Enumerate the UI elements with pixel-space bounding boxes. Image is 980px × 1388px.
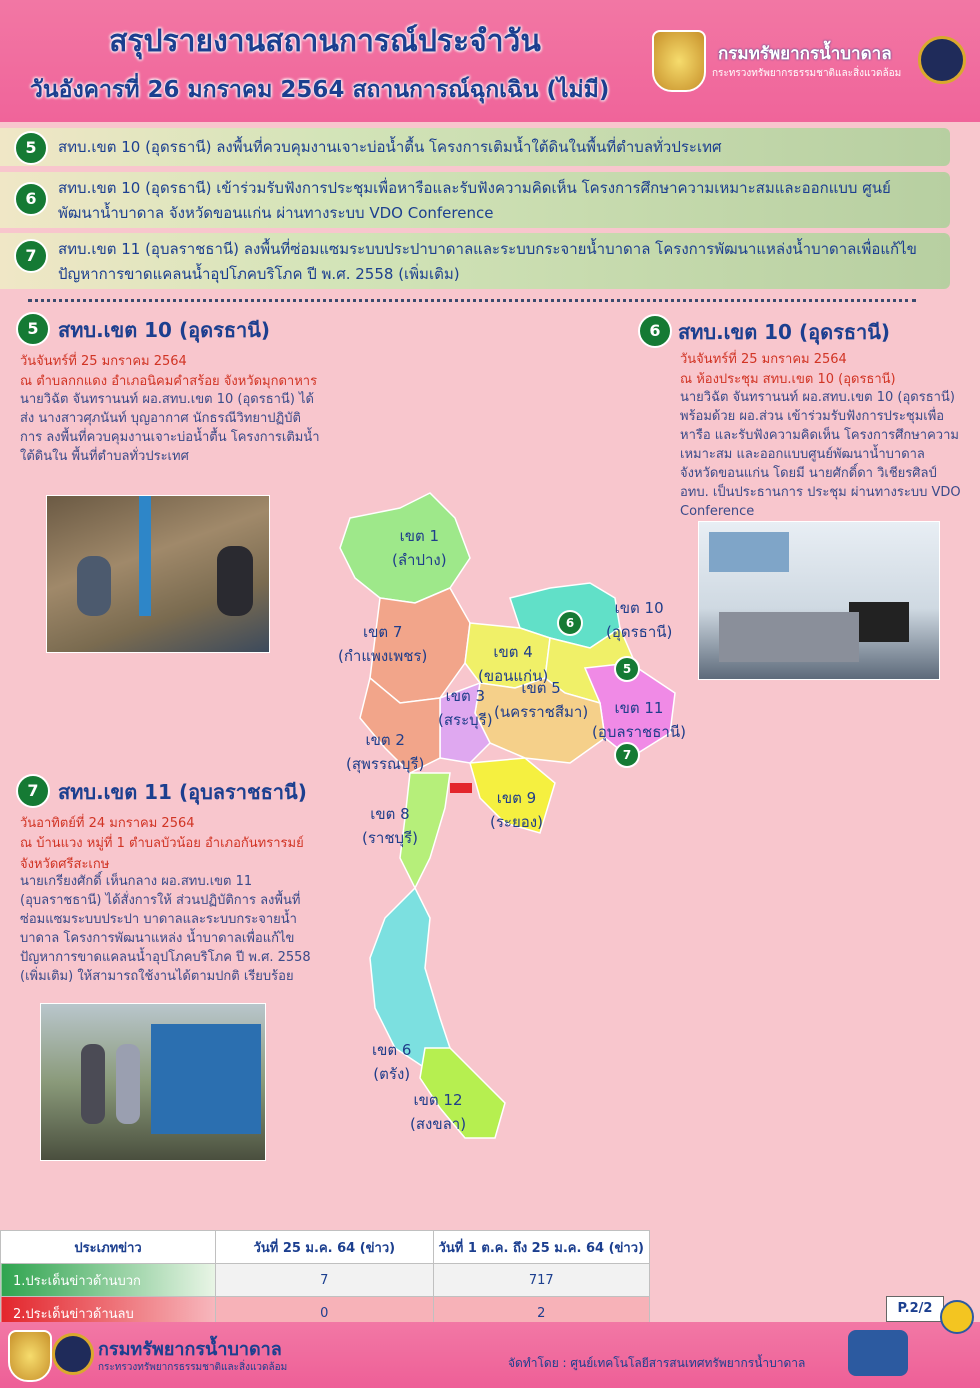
dotted-divider — [28, 299, 916, 302]
section-date: วันจันทร์ที่ 25 มกราคม 2564 — [20, 354, 187, 369]
map-label-region-1: เขต 1 (ลำปาง) — [392, 527, 447, 569]
report-title: สรุปรายงานสถานการณ์ประจำวัน — [109, 24, 541, 59]
map-label-region-8: เขต 8 (ราชบุรี) — [362, 805, 418, 847]
ministry-seal-logo — [8, 1330, 52, 1382]
summary-text: สทบ.เขต 11 (อุบลราชธานี) ลงพื้นที่ซ่อมแซมระบบประปาบาดาลและระบบกระจายน้ำบาดาล โครงการพัฒนาแหล่งน้ำบาดาลเพื่อแก้ไข ปัญหาการขาดแคลนน้ำอุปโภคบริโภค ปี พ.ศ. 2558 (เพิ่มเติม) — [58, 240, 917, 283]
department-emblem-logo — [918, 36, 966, 84]
section-place: ณ ตำบลกกแดง อำเภอนิคมคำสร้อย จังหวัดมุกดาหาร — [20, 374, 318, 389]
summary-text: สทบ.เขต 10 (อุดรธานี) ลงพื้นที่ควบคุมงานเจาะบ่อน้ำตื้น โครงการเติมน้ำใต้ดินในพื้นที่ตำบลทั่วประเทศ — [58, 138, 722, 156]
map-marker-5: 5 — [614, 656, 640, 682]
meeting-photo-vdo-conference — [698, 521, 940, 680]
map-label-region-10: เขต 10 (อุดรธานี) — [606, 599, 673, 641]
footer-org-name: กรมทรัพยากรน้ำบาดาล — [98, 1339, 282, 1360]
drill-truck-icon — [848, 1330, 908, 1376]
org-name: กรมทรัพยากรน้ำบาดาล — [718, 44, 892, 64]
section-title: สทบ.เขต 10 (อุดรธานี) — [58, 318, 271, 342]
summary-number-badge: 6 — [14, 182, 48, 216]
table-cell: 717 — [433, 1264, 649, 1297]
section-body: นายวิฉัต จันทรานนท์ ผอ.สทบ.เขต 10 (อุดรธานี) พร้อมด้วย ผอ.ส่วน เข้าร่วมรับฟังการประชุมเพื่อหารือ และรับฟังความคิดเห็น โครงการศึกษาความเหมาะสม และออกแบบศูนย์พัฒนาน้ำบาดาล จังหวัดขอนแก่น โดยมี นายศักดิ์ดา วิเชียรศิลป์ อทบ. เป็นประธานการ ประชุม ผ่านทางระบบ VDO Conference — [680, 390, 961, 519]
map-marker-7: 7 — [614, 742, 640, 768]
map-label-region-5: เขต 5 (นครราชสีมา) — [494, 679, 589, 721]
field-photo-well-drilling — [46, 495, 270, 653]
table-header: วันที่ 25 ม.ค. 64 (ข่าว) — [216, 1231, 433, 1264]
section-date: วันอาทิตย์ที่ 24 มกราคม 2564 — [20, 816, 195, 831]
ministry-seal-logo — [652, 30, 706, 92]
summary-number-badge: 7 — [14, 239, 48, 273]
map-marker-6: 6 — [557, 610, 583, 636]
section-number-badge: 6 — [638, 314, 672, 348]
bangkok-marker — [450, 783, 472, 793]
section-number-badge: 7 — [16, 774, 50, 808]
section-title: สทบ.เขต 11 (อุบลราชธานี) — [58, 780, 307, 804]
table-row — [1, 1264, 650, 1297]
field-photo-water-system-repair — [40, 1003, 266, 1161]
map-label-region-3: เขต 3 (สระบุรี) — [438, 687, 493, 729]
map-label-region-7: เขต 7 (กำแพงเพชร) — [338, 623, 428, 665]
section-title: สทบ.เขต 10 (อุดรธานี) — [678, 320, 891, 344]
summary-text: สทบ.เขต 10 (อุดรธานี) เข้าร่วมรับฟังการประชุมเพื่อหารือและรับฟังความคิดเห็น โครงการศึกษาความเหมาะสมและออกแบบ ศูนย์พัฒนาน้ำบาดาล จังหวัดขอนแก่น ผ่านทางระบบ VDO Conference — [58, 179, 891, 222]
footer-org-ministry: กระทรวงทรัพยากรธรรมชาติและสิ่งแวดล้อม — [98, 1362, 288, 1373]
map-label-region-4: เขต 4 (ขอนแก่น) — [478, 643, 549, 685]
table-cell: 2 — [433, 1297, 649, 1330]
section-number-badge: 5 — [16, 312, 50, 346]
table-cell: 1.ประเด็นข่าวด้านบวก — [1, 1264, 216, 1297]
table-header-row — [1, 1231, 650, 1264]
map-label-region-12: เขต 12 (สงขลา) — [410, 1091, 467, 1133]
table-cell: 7 — [216, 1264, 433, 1297]
map-label-region-6: เขต 6 (ตรัง) — [372, 1041, 412, 1083]
table-header: วันที่ 1 ต.ค. ถึง 25 ม.ค. 64 (ข่าว) — [433, 1231, 649, 1264]
table-cell: 2.ประเด็นข่าวด้านลบ — [1, 1297, 216, 1330]
org-ministry: กระทรวงทรัพยากรธรรมชาติและสิ่งแวดล้อม — [712, 68, 902, 79]
section-body: นายเกรียงศักดิ์ เห็นกลาง ผอ.สทบ.เขต 11 (อุบลราชธานี) ได้สั่งการให้ ส่วนปฏิบัติการ ลงพื้นที่ซ่อมแซมระบบประปา บาดาลและระบบกระจายน้ำบาดาล โครงการพัฒนาแหล่ง น้ำบาดาลเพื่อแก้ไขปัญหาการขาดแคลนน้ำอุปโภคบริโภค ปี พ.ศ. 2558 (เพิ่มเติม) ให้สามารถใช้งานได้ตามปกติ เรียบร้อย — [20, 874, 311, 984]
section-place: ณ ห้องประชุม สทบ.เขต 10 (อุดรธานี) — [680, 372, 896, 387]
table-header: ประเภทข่าว — [1, 1231, 216, 1264]
table-cell: 0 — [216, 1297, 433, 1330]
footer-credit: จัดทำโดย : ศูนย์เทคโนโลยีสารสนเทศทรัพยากรน้ำบาดาล — [508, 1356, 806, 1370]
section-date: วันจันทร์ที่ 25 มกราคม 2564 — [680, 352, 847, 367]
news-summary-table — [0, 1230, 650, 1330]
department-emblem-logo — [52, 1333, 94, 1375]
map-label-region-11: เขต 11 (อุบลราชธานี) — [592, 699, 686, 741]
page-number: P.2/2 — [886, 1296, 944, 1322]
map-label-region-9: เขต 9 (ระยอง) — [490, 789, 543, 831]
summary-number-badge: 5 — [14, 131, 48, 165]
report-date-subtitle: วันอังคารที่ 26 มกราคม 2564 สถานการณ์ฉุกเฉิน (ไม่มี) — [30, 77, 610, 103]
section-body: นายวิฉัต จันทรานนท์ ผอ.สทบ.เขต 10 (อุดรธานี) ได้ส่ง นางสาวศุภนันท์ บุญอากาศ นักธรณีวิทยาปฏิบัติการ ลงพื้นที่ควบคุมงานเจาะบ่อน้ำตื้น โครงการเติมน้ำใต้ดินใน พื้นที่ตำบลทั่วประเทศ — [20, 392, 320, 464]
map-label-region-2: เขต 2 (สุพรรณบุรี) — [346, 731, 425, 773]
water-tower-icon — [940, 1300, 974, 1334]
section-place: ณ บ้านแวง หมู่ที่ 1 ตำบลบัวน้อย อำเภอกันทรารมย์ จังหวัดศรีสะเกษ — [20, 836, 304, 872]
